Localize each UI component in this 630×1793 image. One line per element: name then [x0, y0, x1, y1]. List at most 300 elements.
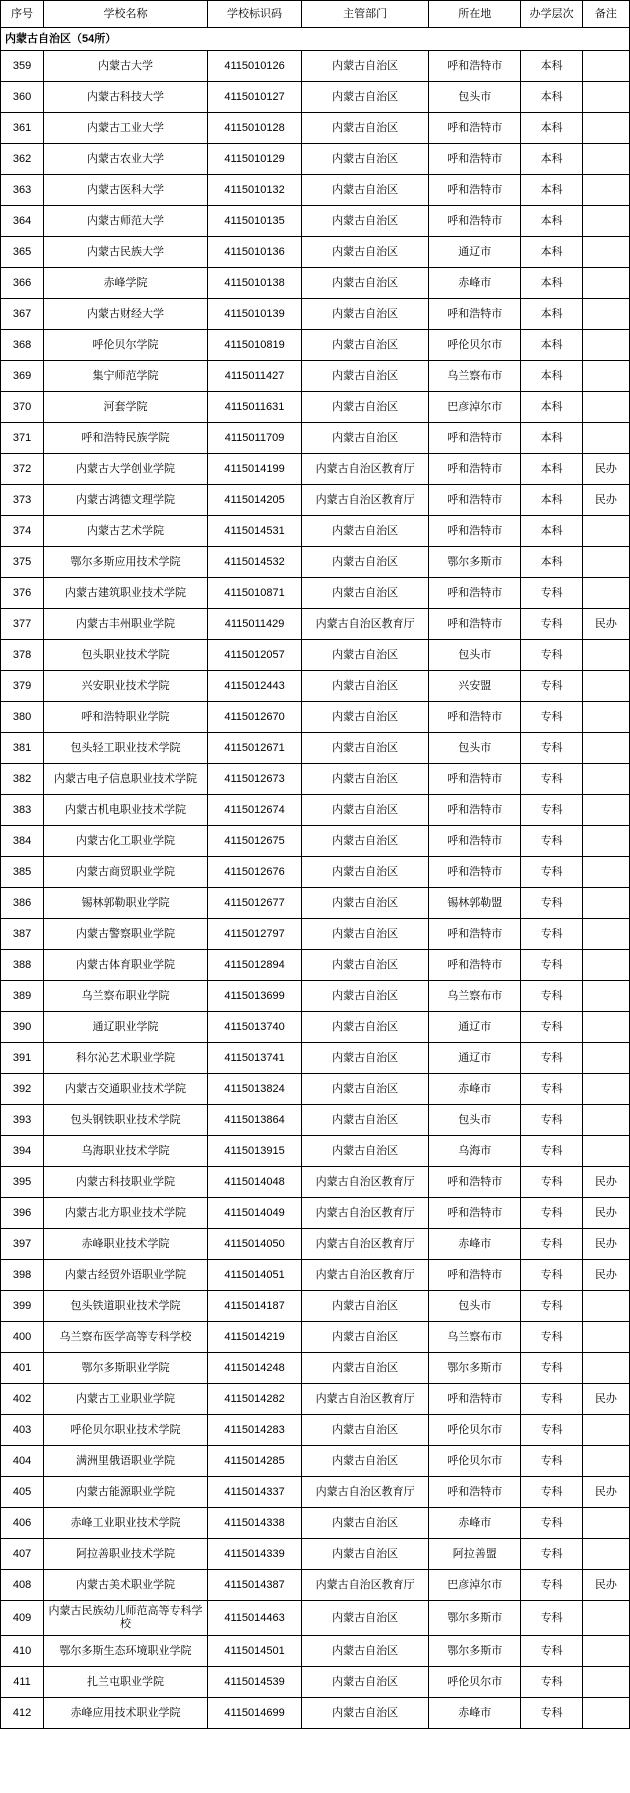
cell-location: 通辽市	[429, 1012, 521, 1043]
cell-seq: 406	[1, 1508, 44, 1539]
cell-seq: 392	[1, 1074, 44, 1105]
cell-level: 专科	[521, 1105, 582, 1136]
cell-department: 内蒙古自治区	[302, 361, 429, 392]
cell-location: 包头市	[429, 82, 521, 113]
table-row	[1, 1105, 630, 1136]
cell-department: 内蒙古自治区	[302, 547, 429, 578]
cell-location: 呼和浩特市	[429, 795, 521, 826]
cell-department: 内蒙古自治区	[302, 1667, 429, 1698]
cell-school-code: 4115012676	[207, 857, 301, 888]
table-header	[1, 1, 630, 28]
cell-school-code: 4115012797	[207, 919, 301, 950]
cell-seq: 377	[1, 609, 44, 640]
column-header-note: 备注	[582, 1, 629, 28]
cell-seq: 374	[1, 516, 44, 547]
cell-location: 呼和浩特市	[429, 485, 521, 516]
cell-seq: 370	[1, 392, 44, 423]
cell-level: 专科	[521, 1384, 582, 1415]
cell-location: 呼和浩特市	[429, 454, 521, 485]
cell-location: 通辽市	[429, 237, 521, 268]
cell-location: 赤峰市	[429, 268, 521, 299]
cell-school-code: 4115014187	[207, 1291, 301, 1322]
cell-department: 内蒙古自治区	[302, 950, 429, 981]
cell-note	[582, 1322, 629, 1353]
cell-department: 内蒙古自治区	[302, 1074, 429, 1105]
cell-seq: 399	[1, 1291, 44, 1322]
cell-school-code: 4115013824	[207, 1074, 301, 1105]
cell-department: 内蒙古自治区教育厅	[302, 1260, 429, 1291]
cell-note	[582, 1291, 629, 1322]
cell-school-name: 通辽职业学院	[44, 1012, 208, 1043]
cell-level: 本科	[521, 299, 582, 330]
table-row	[1, 330, 630, 361]
table-row	[1, 1477, 630, 1508]
cell-level: 专科	[521, 795, 582, 826]
cell-note	[582, 268, 629, 299]
cell-department: 内蒙古自治区	[302, 764, 429, 795]
cell-school-code: 4115014339	[207, 1539, 301, 1570]
cell-location: 兴安盟	[429, 671, 521, 702]
cell-school-code: 4115010128	[207, 113, 301, 144]
cell-department: 内蒙古自治区	[302, 516, 429, 547]
cell-school-name: 包头职业技术学院	[44, 640, 208, 671]
cell-department: 内蒙古自治区教育厅	[302, 1384, 429, 1415]
cell-seq: 387	[1, 919, 44, 950]
cell-school-name: 内蒙古体育职业学院	[44, 950, 208, 981]
table-row	[1, 268, 630, 299]
cell-level: 专科	[521, 1698, 582, 1729]
cell-seq: 369	[1, 361, 44, 392]
cell-seq: 363	[1, 175, 44, 206]
cell-note	[582, 1508, 629, 1539]
cell-school-code: 4115014248	[207, 1353, 301, 1384]
cell-level: 本科	[521, 206, 582, 237]
table-row	[1, 950, 630, 981]
cell-location: 呼和浩特市	[429, 609, 521, 640]
cell-school-name: 内蒙古经贸外语职业学院	[44, 1260, 208, 1291]
cell-level: 专科	[521, 857, 582, 888]
table-row	[1, 237, 630, 268]
table-row	[1, 516, 630, 547]
cell-level: 专科	[521, 671, 582, 702]
cell-seq: 411	[1, 1667, 44, 1698]
cell-department: 内蒙古自治区	[302, 578, 429, 609]
cell-seq: 362	[1, 144, 44, 175]
cell-school-name: 内蒙古化工职业学院	[44, 826, 208, 857]
cell-school-name: 赤峰学院	[44, 268, 208, 299]
cell-note	[582, 1446, 629, 1477]
cell-level: 专科	[521, 1012, 582, 1043]
cell-level: 专科	[521, 578, 582, 609]
cell-department: 内蒙古自治区	[302, 206, 429, 237]
cell-school-name: 内蒙古大学	[44, 51, 208, 82]
cell-seq: 366	[1, 268, 44, 299]
cell-department: 内蒙古自治区	[302, 702, 429, 733]
cell-note	[582, 1636, 629, 1667]
cell-school-name: 内蒙古师范大学	[44, 206, 208, 237]
cell-seq: 372	[1, 454, 44, 485]
cell-level: 本科	[521, 51, 582, 82]
cell-school-name: 包头钢铁职业技术学院	[44, 1105, 208, 1136]
cell-school-name: 河套学院	[44, 392, 208, 423]
cell-school-name: 科尔沁艺术职业学院	[44, 1043, 208, 1074]
cell-school-code: 4115014531	[207, 516, 301, 547]
cell-seq: 384	[1, 826, 44, 857]
cell-department: 内蒙古自治区教育厅	[302, 1477, 429, 1508]
cell-level: 专科	[521, 764, 582, 795]
cell-school-code: 4115014283	[207, 1415, 301, 1446]
cell-school-name: 内蒙古机电职业技术学院	[44, 795, 208, 826]
cell-school-name: 内蒙古大学创业学院	[44, 454, 208, 485]
table-row	[1, 671, 630, 702]
cell-seq: 360	[1, 82, 44, 113]
cell-seq: 361	[1, 113, 44, 144]
cell-level: 本科	[521, 423, 582, 454]
cell-school-code: 4115014199	[207, 454, 301, 485]
cell-school-code: 4115010132	[207, 175, 301, 206]
table-row	[1, 113, 630, 144]
cell-department: 内蒙古自治区	[302, 888, 429, 919]
cell-department: 内蒙古自治区	[302, 1105, 429, 1136]
cell-school-code: 4115012671	[207, 733, 301, 764]
cell-seq: 403	[1, 1415, 44, 1446]
cell-seq: 367	[1, 299, 44, 330]
cell-school-name: 内蒙古鸿德文理学院	[44, 485, 208, 516]
cell-location: 呼和浩特市	[429, 206, 521, 237]
cell-note	[582, 981, 629, 1012]
cell-seq: 381	[1, 733, 44, 764]
cell-note	[582, 423, 629, 454]
cell-seq: 402	[1, 1384, 44, 1415]
cell-location: 通辽市	[429, 1043, 521, 1074]
cell-level: 专科	[521, 1636, 582, 1667]
table-row	[1, 981, 630, 1012]
cell-level: 专科	[521, 919, 582, 950]
table-row	[1, 1446, 630, 1477]
cell-school-name: 内蒙古财经大学	[44, 299, 208, 330]
cell-department: 内蒙古自治区	[302, 51, 429, 82]
cell-level: 专科	[521, 1167, 582, 1198]
cell-note	[582, 237, 629, 268]
cell-note	[582, 1136, 629, 1167]
cell-department: 内蒙古自治区	[302, 1353, 429, 1384]
cell-location: 乌兰察布市	[429, 361, 521, 392]
cell-level: 本科	[521, 392, 582, 423]
cell-level: 本科	[521, 144, 582, 175]
cell-department: 内蒙古自治区	[302, 857, 429, 888]
cell-school-name: 内蒙古北方职业技术学院	[44, 1198, 208, 1229]
cell-school-name: 内蒙古民族幼儿师范高等专科学校	[44, 1601, 208, 1636]
cell-note	[582, 1043, 629, 1074]
cell-school-code: 4115014051	[207, 1260, 301, 1291]
cell-note: 民办	[582, 1260, 629, 1291]
cell-note	[582, 795, 629, 826]
cell-school-name: 内蒙古科技大学	[44, 82, 208, 113]
cell-note	[582, 1667, 629, 1698]
cell-school-code: 4115010129	[207, 144, 301, 175]
cell-department: 内蒙古自治区	[302, 1322, 429, 1353]
cell-school-name: 内蒙古商贸职业学院	[44, 857, 208, 888]
table-row	[1, 1508, 630, 1539]
cell-level: 本科	[521, 175, 582, 206]
cell-school-name: 鄂尔多斯职业学院	[44, 1353, 208, 1384]
cell-school-code: 4115010138	[207, 268, 301, 299]
cell-location: 赤峰市	[429, 1074, 521, 1105]
cell-seq: 380	[1, 702, 44, 733]
column-header-name: 学校名称	[44, 1, 208, 28]
cell-note	[582, 640, 629, 671]
cell-note	[582, 702, 629, 733]
cell-level: 专科	[521, 1291, 582, 1322]
table-row	[1, 1601, 630, 1636]
table-row	[1, 423, 630, 454]
cell-location: 呼和浩特市	[429, 144, 521, 175]
cell-department: 内蒙古自治区教育厅	[302, 609, 429, 640]
cell-location: 赤峰市	[429, 1508, 521, 1539]
cell-location: 鄂尔多斯市	[429, 547, 521, 578]
cell-location: 包头市	[429, 640, 521, 671]
cell-department: 内蒙古自治区教育厅	[302, 1198, 429, 1229]
cell-level: 本科	[521, 361, 582, 392]
cell-location: 呼和浩特市	[429, 702, 521, 733]
cell-level: 本科	[521, 268, 582, 299]
cell-note	[582, 330, 629, 361]
cell-location: 呼伦贝尔市	[429, 1415, 521, 1446]
cell-level: 专科	[521, 1074, 582, 1105]
cell-seq: 373	[1, 485, 44, 516]
cell-note	[582, 144, 629, 175]
cell-school-code: 4115014463	[207, 1601, 301, 1636]
cell-note	[582, 1539, 629, 1570]
cell-school-code: 4115014532	[207, 547, 301, 578]
cell-school-name: 乌兰察布医学高等专科学校	[44, 1322, 208, 1353]
table-row	[1, 1353, 630, 1384]
cell-note	[582, 1353, 629, 1384]
cell-school-name: 赤峰职业技术学院	[44, 1229, 208, 1260]
cell-seq: 359	[1, 51, 44, 82]
cell-department: 内蒙古自治区	[302, 299, 429, 330]
cell-seq: 378	[1, 640, 44, 671]
cell-school-code: 4115011709	[207, 423, 301, 454]
cell-school-code: 4115014205	[207, 485, 301, 516]
cell-school-code: 4115014049	[207, 1198, 301, 1229]
cell-department: 内蒙古自治区	[302, 175, 429, 206]
cell-school-code: 4115014285	[207, 1446, 301, 1477]
cell-location: 呼和浩特市	[429, 950, 521, 981]
cell-school-name: 包头铁道职业技术学院	[44, 1291, 208, 1322]
cell-school-name: 内蒙古科技职业学院	[44, 1167, 208, 1198]
cell-note	[582, 392, 629, 423]
cell-level: 专科	[521, 1508, 582, 1539]
cell-seq: 390	[1, 1012, 44, 1043]
cell-school-name: 赤峰工业职业技术学院	[44, 1508, 208, 1539]
table-row	[1, 1415, 630, 1446]
cell-seq: 371	[1, 423, 44, 454]
cell-level: 专科	[521, 1570, 582, 1601]
cell-school-name: 呼和浩特职业学院	[44, 702, 208, 733]
cell-location: 乌海市	[429, 1136, 521, 1167]
cell-school-code: 4115012443	[207, 671, 301, 702]
cell-location: 呼和浩特市	[429, 299, 521, 330]
cell-department: 内蒙古自治区	[302, 237, 429, 268]
cell-school-name: 呼和浩特民族学院	[44, 423, 208, 454]
cell-level: 专科	[521, 1198, 582, 1229]
cell-level: 专科	[521, 1477, 582, 1508]
cell-school-code: 4115014539	[207, 1667, 301, 1698]
cell-school-name: 内蒙古交通职业技术学院	[44, 1074, 208, 1105]
cell-note	[582, 671, 629, 702]
cell-department: 内蒙古自治区	[302, 1601, 429, 1636]
table-row	[1, 1698, 630, 1729]
cell-school-name: 内蒙古电子信息职业技术学院	[44, 764, 208, 795]
cell-seq: 397	[1, 1229, 44, 1260]
cell-school-name: 乌海职业技术学院	[44, 1136, 208, 1167]
cell-seq: 400	[1, 1322, 44, 1353]
cell-school-name: 锡林郭勒职业学院	[44, 888, 208, 919]
cell-department: 内蒙古自治区	[302, 1698, 429, 1729]
cell-note	[582, 299, 629, 330]
cell-level: 专科	[521, 609, 582, 640]
table-row	[1, 547, 630, 578]
table-row	[1, 1636, 630, 1667]
cell-note	[582, 1012, 629, 1043]
cell-department: 内蒙古自治区	[302, 1636, 429, 1667]
cell-level: 本科	[521, 547, 582, 578]
cell-seq: 389	[1, 981, 44, 1012]
column-header-level: 办学层次	[521, 1, 582, 28]
cell-note	[582, 1074, 629, 1105]
table-row	[1, 1012, 630, 1043]
column-header-seq: 序号	[1, 1, 44, 28]
cell-note	[582, 1698, 629, 1729]
cell-department: 内蒙古自治区教育厅	[302, 1229, 429, 1260]
table-row	[1, 733, 630, 764]
cell-seq: 405	[1, 1477, 44, 1508]
cell-level: 专科	[521, 981, 582, 1012]
cell-location: 赤峰市	[429, 1229, 521, 1260]
table-row	[1, 609, 630, 640]
cell-seq: 375	[1, 547, 44, 578]
cell-school-code: 4115012674	[207, 795, 301, 826]
table-row	[1, 206, 630, 237]
cell-location: 呼和浩特市	[429, 1477, 521, 1508]
table-row	[1, 578, 630, 609]
cell-school-code: 4115010871	[207, 578, 301, 609]
cell-note	[582, 547, 629, 578]
cell-seq: 398	[1, 1260, 44, 1291]
cell-seq: 404	[1, 1446, 44, 1477]
cell-level: 专科	[521, 888, 582, 919]
cell-seq: 385	[1, 857, 44, 888]
cell-location: 呼和浩特市	[429, 826, 521, 857]
cell-department: 内蒙古自治区	[302, 144, 429, 175]
cell-location: 鄂尔多斯市	[429, 1636, 521, 1667]
table-row	[1, 857, 630, 888]
cell-department: 内蒙古自治区	[302, 268, 429, 299]
cell-note: 民办	[582, 485, 629, 516]
cell-location: 赤峰市	[429, 1698, 521, 1729]
cell-note: 民办	[582, 1229, 629, 1260]
table-row	[1, 702, 630, 733]
cell-school-code: 4115011429	[207, 609, 301, 640]
cell-seq: 379	[1, 671, 44, 702]
cell-location: 呼伦贝尔市	[429, 1667, 521, 1698]
table-row	[1, 1384, 630, 1415]
cell-department: 内蒙古自治区	[302, 919, 429, 950]
cell-seq: 409	[1, 1601, 44, 1636]
cell-seq: 365	[1, 237, 44, 268]
cell-level: 专科	[521, 1415, 582, 1446]
cell-note	[582, 578, 629, 609]
table-row	[1, 299, 630, 330]
cell-note: 民办	[582, 1477, 629, 1508]
cell-school-name: 内蒙古工业大学	[44, 113, 208, 144]
cell-location: 呼伦贝尔市	[429, 1446, 521, 1477]
column-header-location: 所在地	[429, 1, 521, 28]
table-row	[1, 764, 630, 795]
cell-department: 内蒙古自治区	[302, 733, 429, 764]
cell-location: 呼和浩特市	[429, 857, 521, 888]
cell-note	[582, 1105, 629, 1136]
region-group-row	[1, 28, 630, 51]
cell-school-name: 内蒙古艺术学院	[44, 516, 208, 547]
cell-school-code: 4115010139	[207, 299, 301, 330]
cell-seq: 408	[1, 1570, 44, 1601]
cell-level: 本科	[521, 237, 582, 268]
cell-department: 内蒙古自治区	[302, 1136, 429, 1167]
cell-level: 专科	[521, 1229, 582, 1260]
cell-location: 鄂尔多斯市	[429, 1601, 521, 1636]
cell-note	[582, 764, 629, 795]
cell-note	[582, 51, 629, 82]
cell-note	[582, 516, 629, 547]
cell-note: 民办	[582, 1198, 629, 1229]
table-row	[1, 1667, 630, 1698]
cell-department: 内蒙古自治区教育厅	[302, 1167, 429, 1198]
cell-location: 呼和浩特市	[429, 423, 521, 454]
cell-school-code: 4115010819	[207, 330, 301, 361]
cell-school-name: 乌兰察布职业学院	[44, 981, 208, 1012]
cell-department: 内蒙古自治区	[302, 826, 429, 857]
table-row	[1, 1198, 630, 1229]
cell-seq: 388	[1, 950, 44, 981]
cell-department: 内蒙古自治区	[302, 640, 429, 671]
cell-school-name: 呼伦贝尔学院	[44, 330, 208, 361]
cell-level: 专科	[521, 640, 582, 671]
table-row	[1, 919, 630, 950]
cell-school-code: 4115014501	[207, 1636, 301, 1667]
cell-note: 民办	[582, 454, 629, 485]
cell-school-name: 内蒙古能源职业学院	[44, 1477, 208, 1508]
cell-school-code: 4115012675	[207, 826, 301, 857]
cell-level: 专科	[521, 1446, 582, 1477]
cell-school-code: 4115014219	[207, 1322, 301, 1353]
table-row	[1, 454, 630, 485]
cell-school-code: 4115012677	[207, 888, 301, 919]
cell-school-name: 鄂尔多斯应用技术学院	[44, 547, 208, 578]
table-row	[1, 795, 630, 826]
cell-location: 巴彦淖尔市	[429, 392, 521, 423]
cell-note	[582, 857, 629, 888]
table-row	[1, 888, 630, 919]
cell-school-code: 4115013740	[207, 1012, 301, 1043]
table-row	[1, 82, 630, 113]
cell-department: 内蒙古自治区	[302, 113, 429, 144]
cell-school-code: 4115013915	[207, 1136, 301, 1167]
table-row	[1, 1074, 630, 1105]
cell-school-code: 4115011631	[207, 392, 301, 423]
cell-level: 本科	[521, 330, 582, 361]
